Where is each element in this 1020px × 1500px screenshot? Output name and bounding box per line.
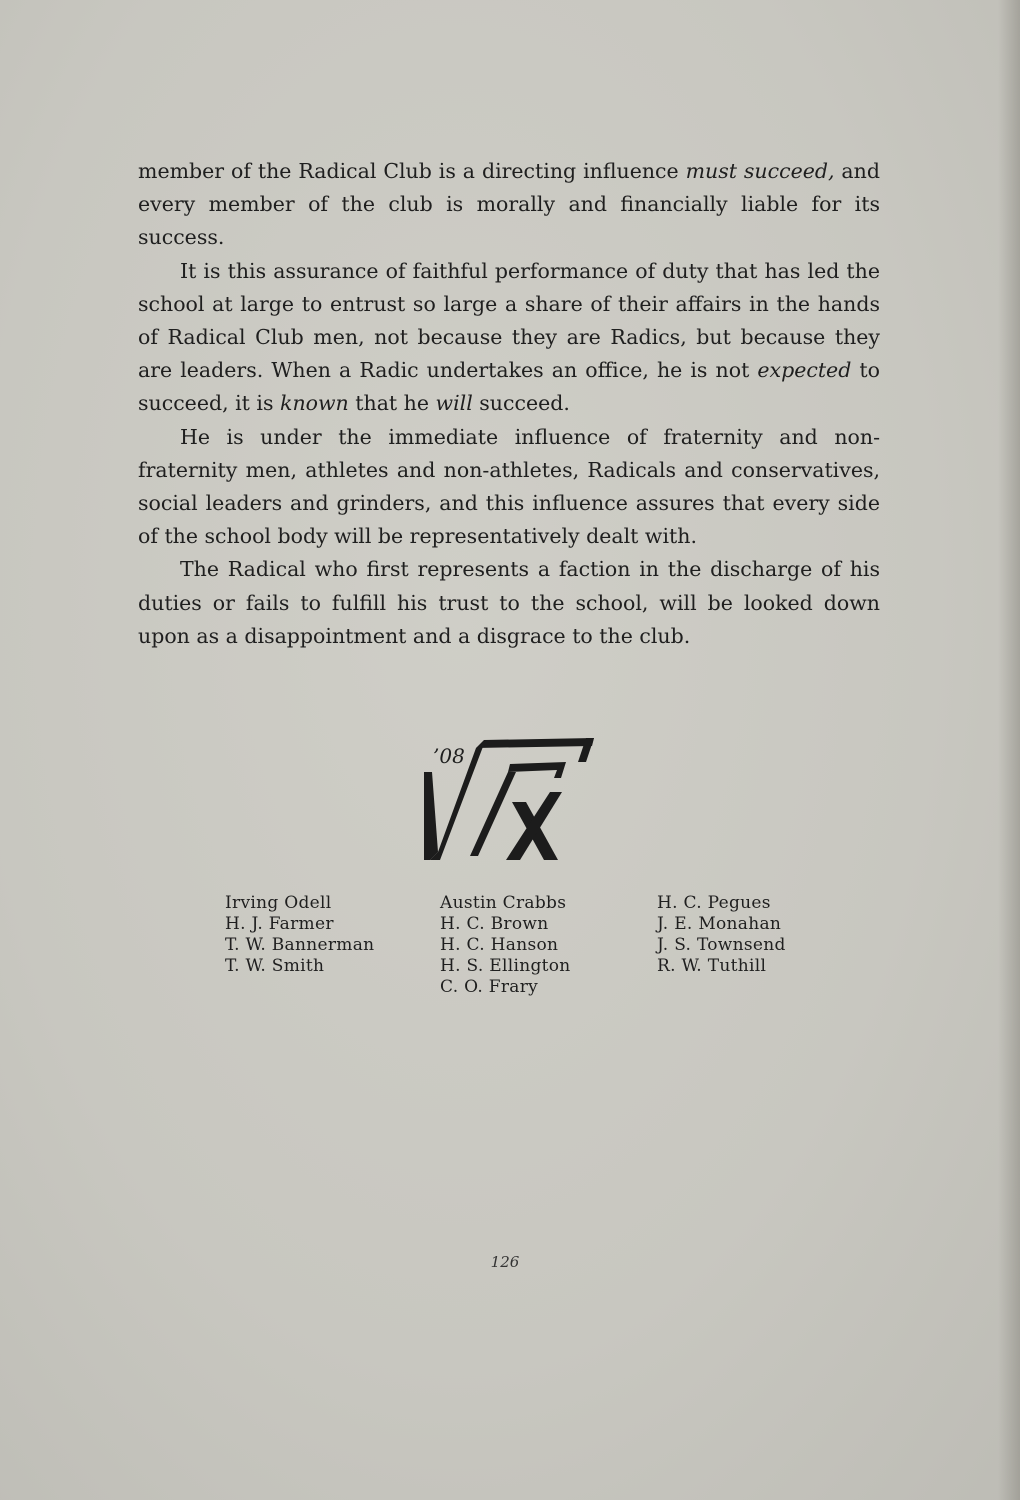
page-edge-shadow bbox=[998, 0, 1020, 1500]
member-name: H. C. Hanson bbox=[440, 935, 559, 955]
paragraph-4 bbox=[138, 553, 880, 653]
text-run: to succeed, it is bbox=[138, 358, 880, 416]
text-run: succeed. bbox=[472, 391, 570, 416]
member-name: H. C. Brown bbox=[440, 914, 549, 934]
member-list-column-3 bbox=[657, 893, 786, 977]
text-run: member of the Radical Club is a directing influence bbox=[138, 159, 686, 183]
text-run: and every member of the club is morally and financially liable for its success. bbox=[138, 159, 880, 250]
paragraph-3 bbox=[138, 421, 880, 554]
emphasized-text: must succeed, bbox=[685, 159, 835, 183]
paragraph-1 bbox=[138, 155, 880, 255]
text-run: It is this assurance of faithful performance of duty that has led the school at large to entrust so large a share of their affairs in the hands of Radical Club men, not because they are Radics, but because they are leaders. When a Radic undertakes an office, he is not bbox=[138, 258, 880, 383]
body-text bbox=[138, 155, 880, 653]
member-name: H. S. Ellington bbox=[440, 956, 571, 976]
member-name: R. W. Tuthill bbox=[657, 956, 767, 976]
text-run: He is under the immediate influence of fraternity and non-fraternity men, athletes and non-athletes, Radicals and conservatives, social leaders and grinders, and this influence assures that every side of the school body will be representatively dealt with. bbox=[138, 424, 880, 549]
member-list-column-1 bbox=[225, 893, 374, 977]
member-name: C. O. Frary bbox=[440, 977, 539, 997]
member-name: J. E. Monahan bbox=[657, 914, 782, 934]
member-name: Irving Odell bbox=[225, 893, 332, 913]
member-name: H. C. Pegues bbox=[657, 893, 771, 913]
member-list-column-2 bbox=[440, 893, 571, 998]
emphasized-text: known bbox=[280, 391, 349, 416]
member-name: J. S. Townsend bbox=[657, 935, 786, 955]
page-number: 126 bbox=[490, 1253, 520, 1271]
text-run: The Radical who first represents a faction in the discharge of his duties or fails to fulfill his trust to the school, will be looked down upon as a disappointment and a disgrace to the club. bbox=[138, 557, 880, 648]
paragraph-2 bbox=[138, 255, 880, 421]
member-name: Austin Crabbs bbox=[440, 893, 567, 913]
member-name: T. W. Smith bbox=[225, 956, 325, 976]
emphasized-text: expected bbox=[757, 358, 852, 383]
monogram-year: ’08 bbox=[433, 744, 465, 768]
emphasized-text: will bbox=[435, 391, 473, 416]
text-run: that he bbox=[348, 391, 436, 416]
member-name: H. J. Farmer bbox=[225, 914, 334, 934]
member-name: T. W. Bannerman bbox=[225, 935, 375, 955]
